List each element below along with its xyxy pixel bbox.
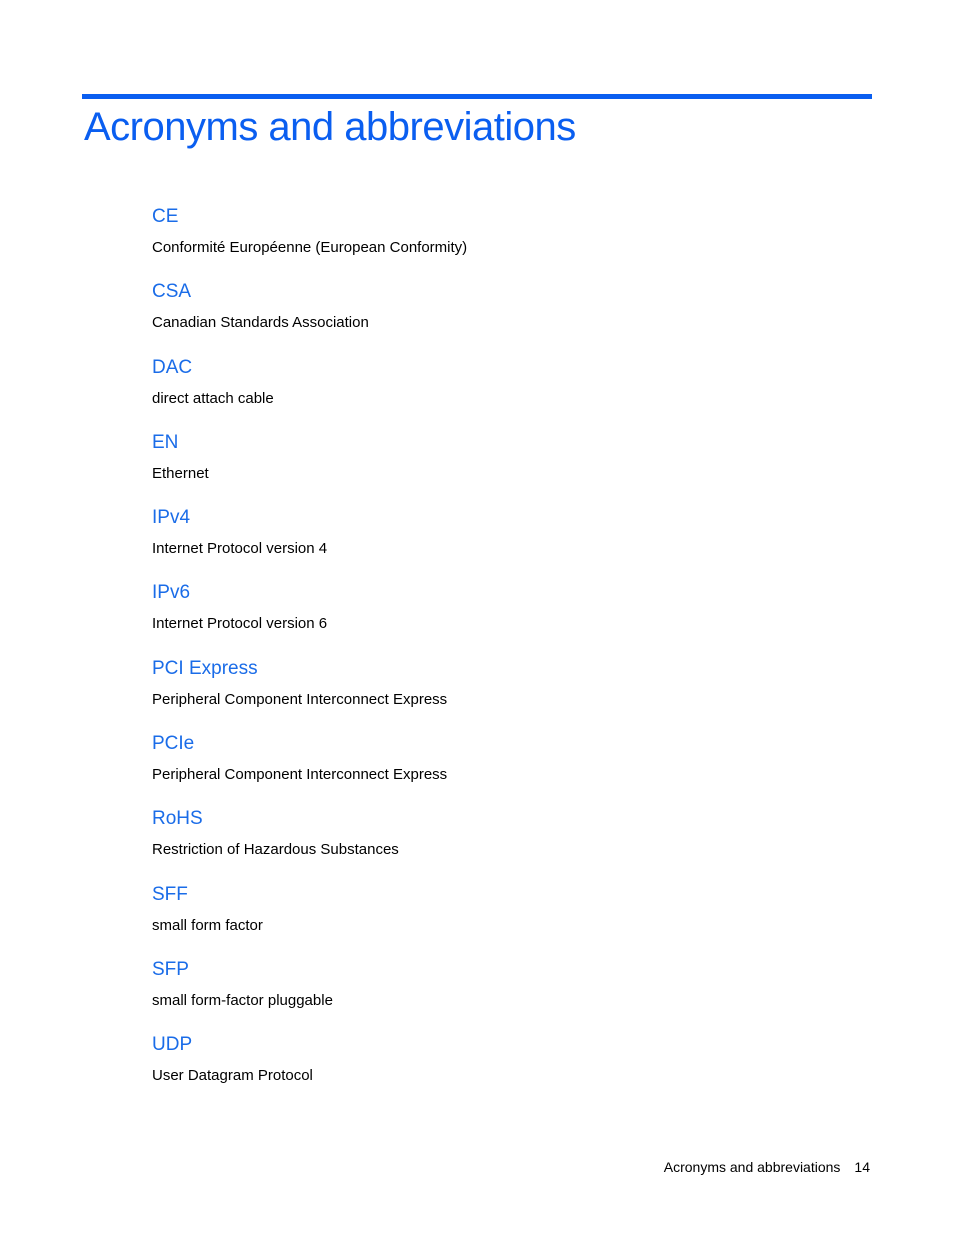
glossary-term: CSA — [152, 281, 192, 303]
glossary-definition: User Datagram Protocol — [152, 1067, 313, 1085]
glossary-term: DAC — [152, 356, 193, 378]
glossary-entry — [152, 655, 852, 730]
glossary-term: IPv6 — [152, 582, 191, 604]
glossary-term: PCIe — [152, 733, 195, 755]
footer-section-title: Acronyms and abbreviations — [663, 1159, 841, 1175]
glossary-definition: Internet Protocol version 6 — [152, 615, 328, 633]
glossary-entry — [152, 429, 852, 504]
glossary-term: IPv4 — [152, 507, 191, 529]
title-rule — [82, 94, 872, 99]
page-title: Acronyms and abbreviations — [84, 105, 576, 149]
glossary-entry — [152, 881, 852, 956]
glossary-entry — [152, 203, 852, 278]
page-footer — [664, 1157, 870, 1177]
glossary-term: EN — [152, 431, 179, 453]
glossary-definition: Canadian Standards Association — [152, 314, 369, 332]
glossary-definition: Ethernet — [152, 464, 209, 482]
glossary-definition: Internet Protocol version 4 — [152, 540, 328, 558]
glossary-entry — [152, 805, 852, 880]
glossary-entry — [152, 354, 852, 429]
glossary-entry — [152, 730, 852, 805]
page-number: 14 — [854, 1159, 870, 1175]
glossary-entry — [152, 1031, 852, 1106]
glossary-definition: Peripheral Component Interconnect Express — [152, 766, 448, 784]
glossary-term: RoHS — [152, 808, 203, 830]
glossary-definition: direct attach cable — [152, 389, 274, 407]
glossary-entry — [152, 956, 852, 1031]
glossary-definition: Restriction of Hazardous Substances — [152, 841, 399, 859]
glossary-term: PCI Express — [152, 657, 258, 679]
glossary-list — [152, 203, 852, 1107]
glossary-entry — [152, 278, 852, 353]
glossary-definition: small form-factor pluggable — [152, 991, 333, 1009]
glossary-term: UDP — [152, 1034, 193, 1056]
glossary-term: SFP — [152, 958, 189, 980]
glossary-term: CE — [152, 206, 179, 227]
glossary-entry — [152, 579, 852, 654]
glossary-term: SFF — [152, 883, 188, 905]
glossary-definition: Peripheral Component Interconnect Express — [152, 690, 448, 708]
glossary-entry — [152, 504, 852, 579]
glossary-definition: Conformité Européenne (European Conformity) — [152, 239, 468, 256]
glossary-definition: small form factor — [152, 916, 263, 934]
